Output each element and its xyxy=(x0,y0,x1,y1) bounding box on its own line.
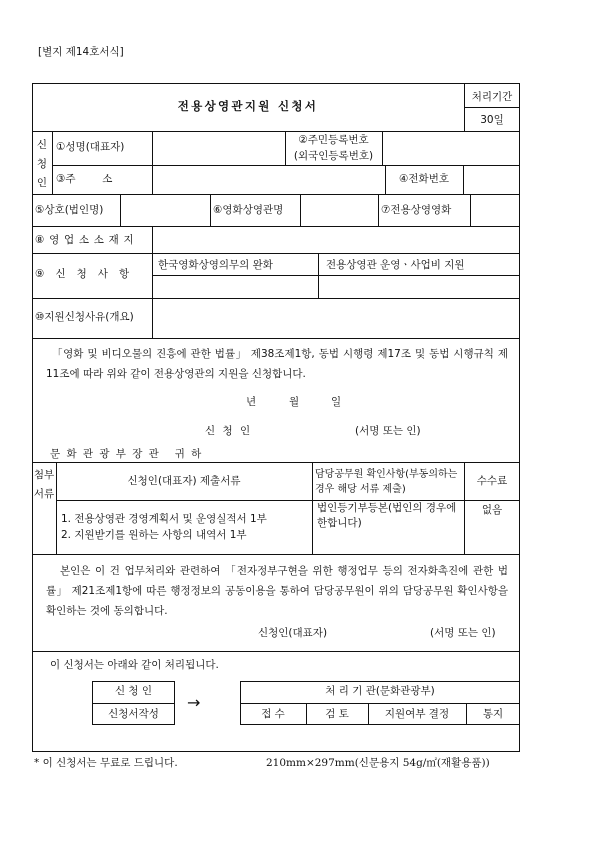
flow-step-receive: 접 수 xyxy=(261,708,285,720)
processing-period-label: 처리기간 xyxy=(471,91,513,103)
resident-number-field[interactable] xyxy=(383,132,519,164)
date-year: 년 xyxy=(246,396,257,408)
request-items-label: ⑨신청사항 xyxy=(35,268,141,280)
attachments-side-label: 첨부서류 xyxy=(33,469,55,500)
request-option-quota-relief: 한국영화상영의무의 완화 xyxy=(158,259,273,271)
request-option-operation-support: 전용상영관 운영ㆍ사업비 지원 xyxy=(326,259,465,271)
addressee: 문화관광부장관 귀하 xyxy=(50,448,208,460)
flow-step-decision: 지원여부 결정 xyxy=(384,708,450,720)
business-location-label: ⑧영업소소재지 xyxy=(35,234,139,246)
theater-name-label: ⑥영화상영관명 xyxy=(213,204,284,216)
support-reason-field[interactable] xyxy=(153,299,519,337)
consent-text: 본인은 이 건 업무처리와 관련하여 「전자정부구현을 위한 행정업무 등의 전자화촉진에 관한 법률」 제21조제1항에 따른 행정정보의 공동이용을 통하여 담당공무원이 위의 담당공무원 확인사항을 확인하는 것에 동의합니다. xyxy=(46,565,508,617)
support-reason-label: ⑩지원신청사유(개요) xyxy=(35,311,134,323)
form-number-label: [별지 제14호서식] xyxy=(38,46,124,58)
flow-write-step: 신청서작성 xyxy=(108,708,159,720)
address-field[interactable] xyxy=(153,166,384,193)
dedicated-film-field[interactable] xyxy=(471,195,519,225)
flow-applicant-label: 신 청 인 xyxy=(114,685,153,697)
phone-field[interactable] xyxy=(464,166,519,193)
consent-sign-mark: (서명 또는 인) xyxy=(430,627,496,639)
resident-number-label: ②주민등록번호 xyxy=(298,134,369,146)
footer-paper-spec: 210mm×297mm(신문용지 54g/㎡(재활용품)) xyxy=(266,757,490,769)
flow-step-notify: 통지 xyxy=(482,708,504,720)
applicant-name-field[interactable] xyxy=(153,132,284,164)
theater-name-field[interactable] xyxy=(301,195,377,225)
foreigner-number-label: (외국인등록번호) xyxy=(293,150,374,162)
processing-period-value: 30일 xyxy=(480,114,504,126)
flow-step-review: 검 토 xyxy=(325,708,349,720)
flow-arrow-icon: → xyxy=(187,693,201,712)
fee-value: 없음 xyxy=(481,504,503,516)
process-intro: 이 신청서는 아래와 같이 처리됩니다. xyxy=(50,659,219,671)
footer-free-note: * 이 신청서는 무료로 드립니다. xyxy=(34,757,178,769)
consent-signer: 신청인(대표자) xyxy=(258,627,328,639)
form-title: 전용상영관지원 신청서 xyxy=(177,99,319,113)
fee-header: 수수료 xyxy=(476,475,508,487)
request-option-operation-support-field[interactable] xyxy=(319,276,519,297)
official-check-doc: 법인등기부등본(법인의 경우에 한합니다) xyxy=(317,502,457,529)
request-option-quota-relief-field[interactable] xyxy=(153,276,317,297)
official-check-header: 담당공무원 확인사항(부동의하는 경우 해당 서류 제출) xyxy=(315,469,458,495)
dedicated-film-label: ⑦전용상영영화 xyxy=(381,204,452,216)
business-location-field[interactable] xyxy=(153,227,519,252)
flow-agency-label: 처 리 기 관(문화관광부) xyxy=(325,685,435,697)
phone-label: ④전화번호 xyxy=(399,173,449,185)
company-name-label: ⑤상호(법인명) xyxy=(35,204,104,216)
applicant-docs-header: 신청인(대표자) 제출서류 xyxy=(127,475,241,487)
signature-mark: (서명 또는 인) xyxy=(355,425,421,437)
applicant-section-label: 신청인 xyxy=(36,139,48,189)
date-day: 일 xyxy=(331,396,342,408)
address-label: ③주 소 xyxy=(56,173,113,185)
date-month: 월 xyxy=(289,396,300,408)
signature-label: 신 청 인 xyxy=(205,425,251,437)
applicant-doc-2: 2. 지원받기를 원하는 사항의 내역서 1부 xyxy=(61,529,247,541)
application-statement: 「영화 및 비디오물의 진흥에 관한 법률」 제38조제1항, 동법 시행령 제17조 및 동법 시행규칙 제11조에 따라 위와 같이 전용상영관의 지원을 신청합니다. xyxy=(46,348,508,380)
company-name-field[interactable] xyxy=(121,195,209,225)
applicant-doc-1: 1. 전용상영관 경영계획서 및 운영실적서 1부 xyxy=(61,513,267,525)
applicant-name-label: ①성명(대표자) xyxy=(56,141,125,153)
